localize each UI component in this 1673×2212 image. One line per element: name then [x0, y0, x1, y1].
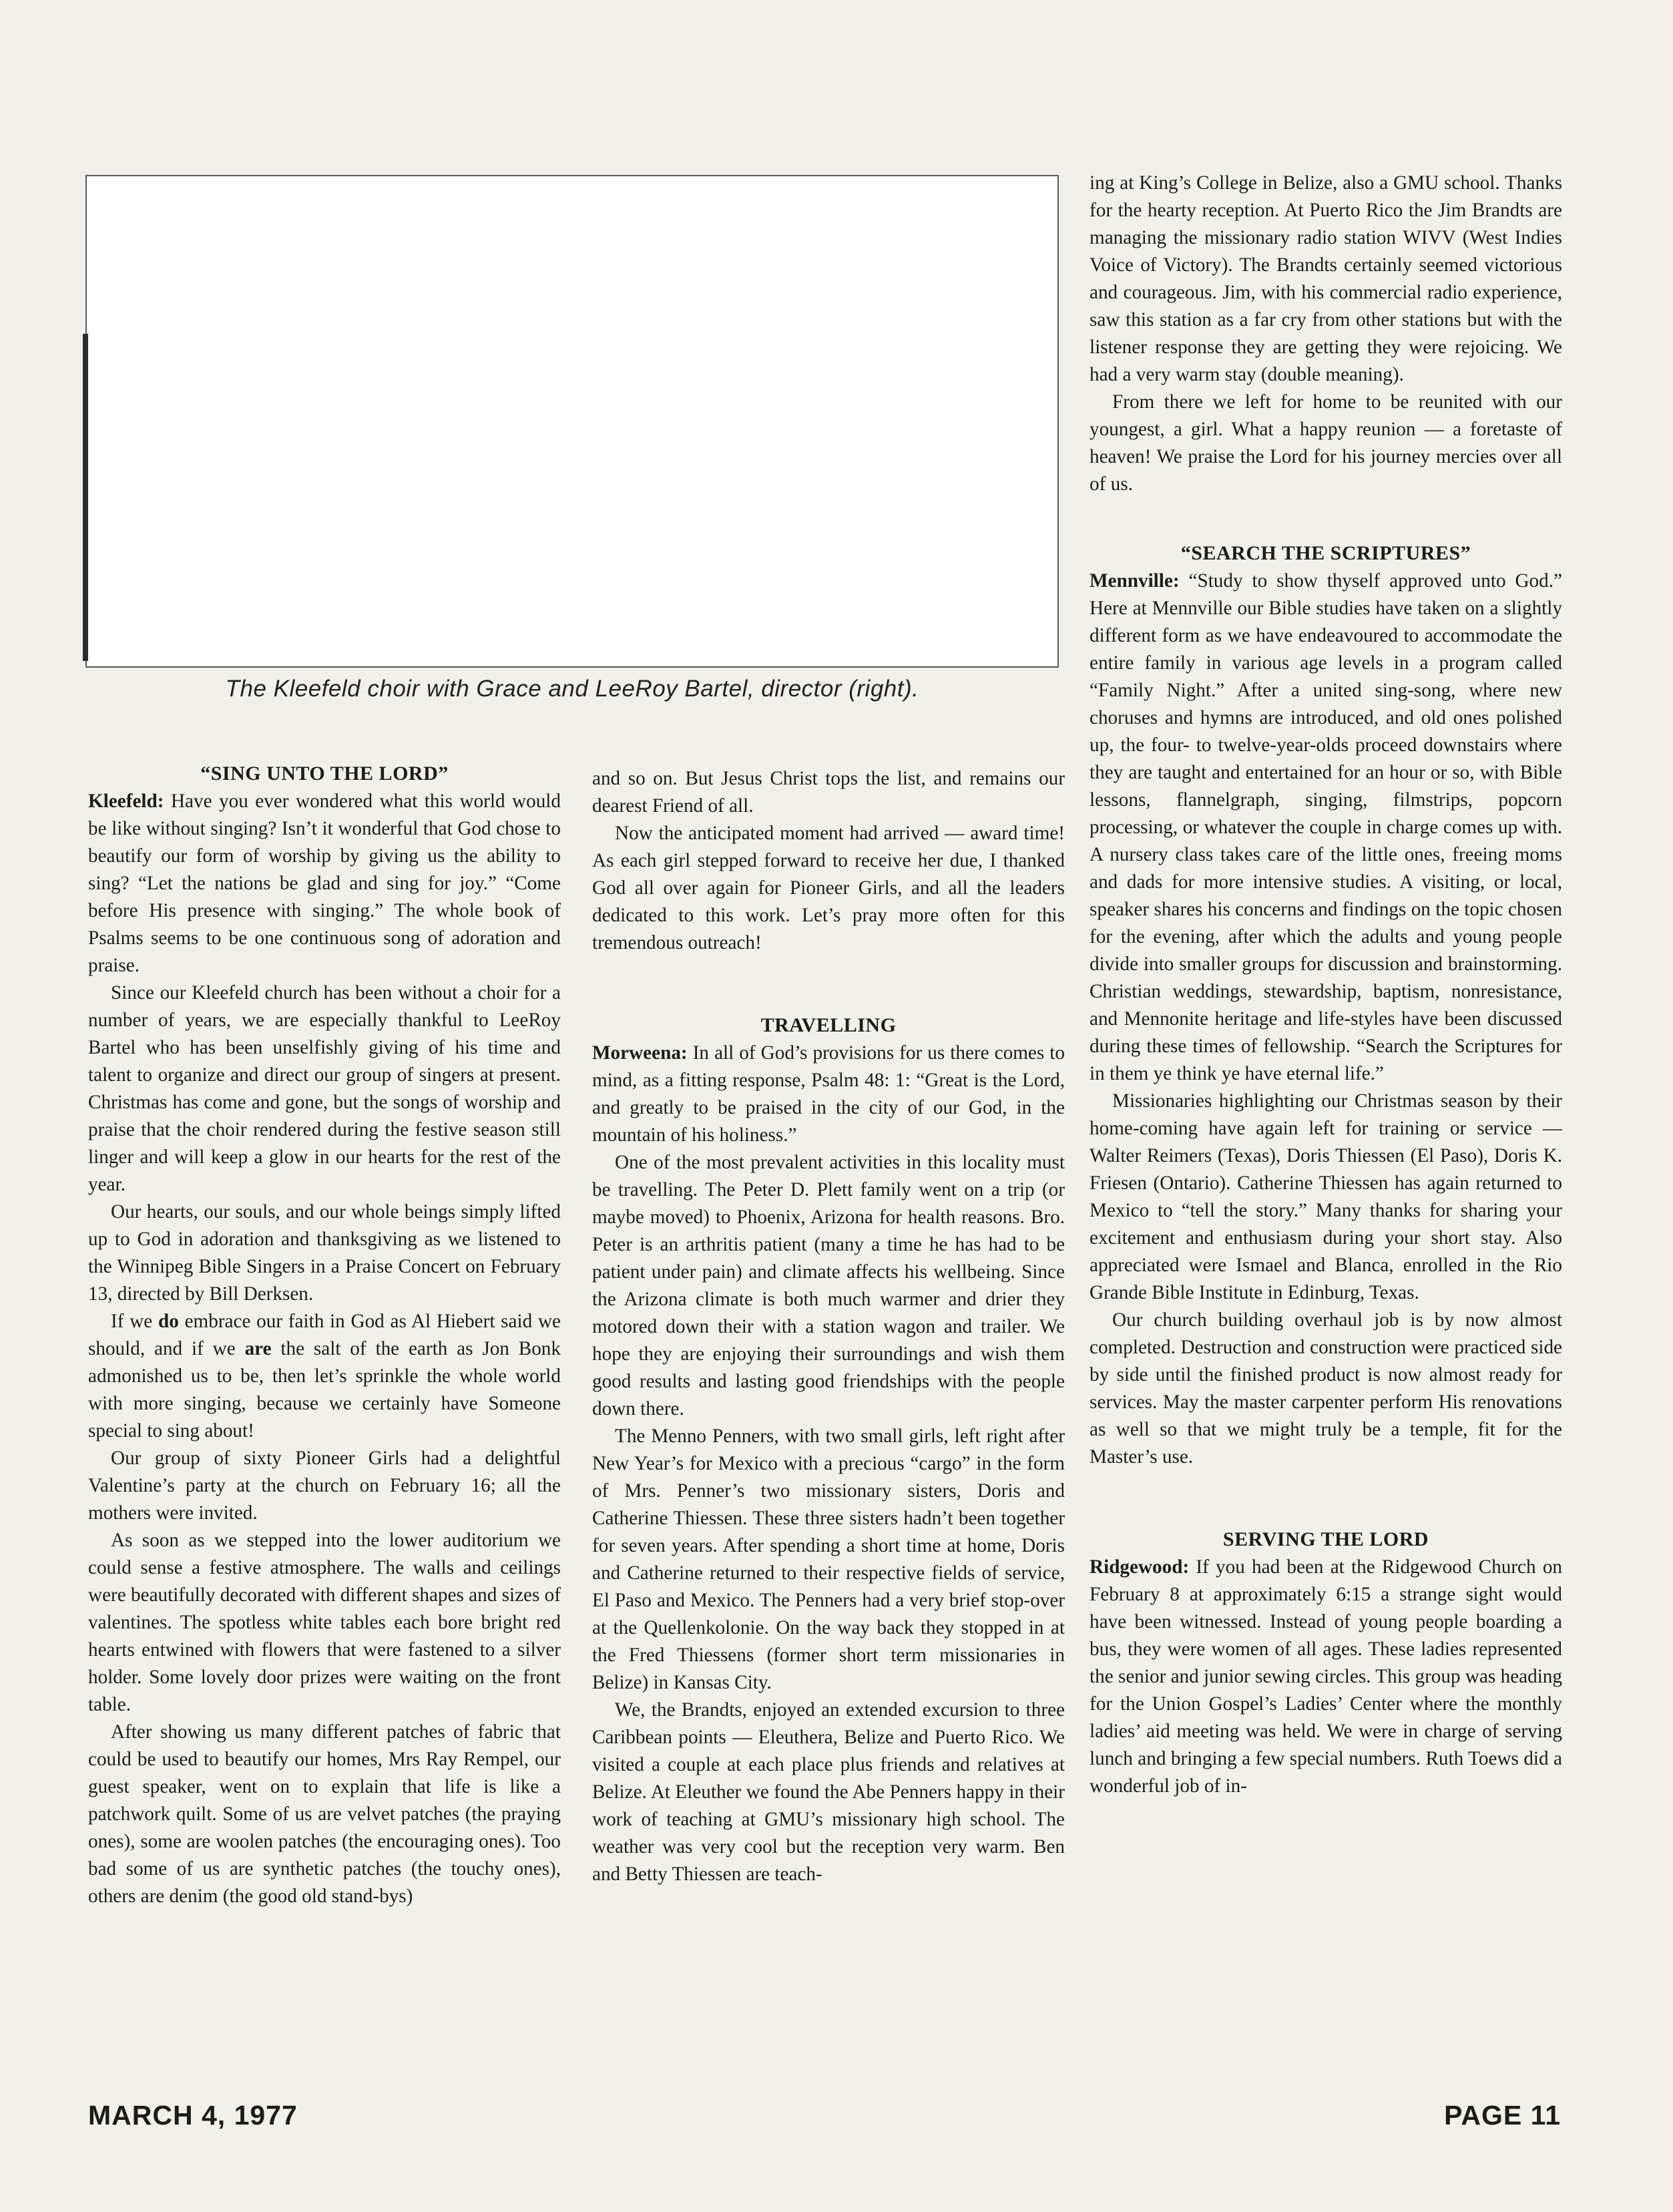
paragraph: One of the most prevalent activities in this locality must be travelling. The Peter D. Plett family went on a trip (or maybe moved) to Phoenix, Arizona for health reasons. Bro. Peter is an arthritis patient (many a time he has had to be patient under pain) and climate affects his wellbeing. Since the Arizona climate is both much warmer and drier they motored down their with a station wagon and trailer. We hope they are enjoying their surroundings and wish them good results and lasting good friendships with the people down there. — [592, 1152, 1065, 1419]
paragraph: Our group of sixty Pioneer Girls had a delightful Valentine’s party at the church on February 16; all the mothers were invited. — [88, 1448, 561, 1524]
photo-caption: The Kleefeld choir with Grace and LeeRoy Bartel, director (right). — [225, 676, 919, 702]
paragraph: From there we left for home to be reunited with our youngest, a girl. What a happy reunion — a foretaste of heaven! We praise the Lord for his journey mercies over all of us. — [1090, 391, 1562, 495]
choir-photo — [85, 175, 1059, 668]
paragraph — [592, 1040, 1065, 1149]
issue-date: MARCH 4, 1977 — [88, 2100, 298, 2131]
paragraph — [1090, 1554, 1562, 1800]
column-1 — [88, 760, 561, 1910]
spacer — [1090, 498, 1562, 539]
paragraph: ing at King’s College in Belize, also a GMU school. Thanks for the hearty reception. At Puerto Rico the Jim Brandts are managing the missionary radio station WIVV (West Indies Voice of Victory). The Brandts certainly seemed victorious and courageous. Jim, with his commercial radio experience, saw this station as a far cry from other stations but with the listener response they are getting they were rejoicing. We had a very warm stay (double meaning). — [1090, 172, 1562, 385]
paragraph — [88, 788, 561, 979]
emphasis: do — [158, 1311, 179, 1332]
section-heading-travelling: TRAVELLING — [760, 1014, 897, 1036]
paragraph-text: If you had been at the Ridgewood Church on February 8 at approximately 6:15 a strange sight would have been witnessed. Instead of young people boarding a bus, they were women of all ages. These ladies represented the senior and junior sewing circles. This group was heading for the Union Gospel’s Ladies’ Center where the monthly ladies’ aid meeting was held. We were in charge of serving lunch and bringing a few special numbers. Ruth Toews did a wonderful job of in- — [1090, 1556, 1563, 1797]
text: embrace our faith in God as Al Hiebert said we should, and if we — [88, 1311, 561, 1359]
paragraph: Now the anticipated moment had arrived — award time! As each girl stepped forward to receive her due, I thanked God all over again for Pioneer Girls, and all the leaders dedicated to this work. Let’s pray more often for this tremendous outreach! — [592, 823, 1065, 953]
paragraph: Our church building overhaul job is by now almost completed. Destruction and construction were practiced side by side until the finished product is now almost ready for services. May the master carpenter perform His renovations as well so that we might truly be a temple, fit for the Master’s use. — [1090, 1309, 1562, 1468]
emphasis: are — [244, 1338, 272, 1359]
photo-dark-edge — [83, 334, 88, 661]
paragraph-text: Have you ever wondered what this world would be like without singing? Isn’t it wonderful that God chose to beautify our form of worship by giving us the ability to sing? “Let the nations be glad and sing for joy.” “Come before His presence with singing.” The whole book of Psalms seems to be one continuous song of adoration and praise. — [88, 791, 561, 976]
column-3 — [1090, 170, 1562, 1800]
paragraph — [1090, 568, 1562, 1088]
section-heading-search: “SEARCH THE SCRIPTURES” — [1180, 542, 1471, 564]
place-name: Ridgewood: — [1090, 1556, 1190, 1578]
paragraph: and so on. But Jesus Christ tops the list, and remains our dearest Friend of all. — [592, 768, 1065, 817]
section-heading-serving: SERVING THE LORD — [1222, 1528, 1429, 1550]
paragraph: We, the Brandts, enjoyed an extended excursion to three Caribbean points — Eleuthera, Belize and Puerto Rico. We visited a couple at each place plus friends and relatives at Belize. At Eleuther we found the Abe Penners happy in their work of teaching at GMU’s missionary high school. The weather was very cool but the reception very warm. Ben and Betty Thiessen are teach- — [592, 1699, 1065, 1885]
paragraph — [88, 1308, 561, 1445]
paragraph: Missionaries highlighting our Christmas season by their home-coming have again left for training or service — Walter Reimers (Texas), Doris Thiessen (El Paso), Doris K. Friesen (Ontario). Catherine Thiessen has again returned to Mexico to “tell the story.” Many thanks for sharing your excitement and enthusiasm during your short stay. Also appreciated were Ismael and Blanca, enrolled in the Rio Grande Bible Institute in Edinburg, Texas. — [1090, 1090, 1562, 1303]
paragraph: After showing us many different patches of fabric that could be used to beautify our homes, Mrs Ray Rempel, our guest speaker, went on to explain that life is like a patchwork quilt. Some of us are velvet patches (the praying ones), some are woolen patches (the encouraging ones). Too bad some of us are synthetic patches (the touchy ones), others are denim (the good old stand-bys) — [88, 1721, 561, 1907]
place-name: Kleefeld: — [88, 791, 164, 812]
place-name: Morweena: — [592, 1042, 688, 1064]
page-number: PAGE 11 — [1444, 2100, 1561, 2131]
paragraph: Since our Kleefeld church has been without a choir for a number of years, we are especially thankful to LeeRoy Bartel who has been unselfishly giving of his time and talent to organize and direct our group of singers at present. Christmas has come and gone, but the songs of worship and praise that the choir rendered during the festive season still linger and will keep a glow in our hearts for the rest of the year. — [88, 982, 561, 1195]
column-2 — [592, 765, 1065, 1888]
text: the salt of the earth as Jon Bonk admonished us to be, then let’s sprinkle the whole world with more singing, because we certainly have Someone special to sing about! — [88, 1338, 561, 1442]
section-heading-sing: “SING UNTO THE LORD” — [200, 762, 449, 785]
paragraph-text: “Study to show thyself approved unto God.” Here at Mennville our Bible studies have taken on a slightly different form as we have endeavoured to accommodate the entire family in various age levels in a program called “Family Night.” After a united sing-song, where new choruses and hymns are introduced, and old ones polished up, the four- to twelve-year-olds proceed downstairs where they are taught and entertained for an hour or so, with Bible lessons, flannelgraph, singing, filmstrips, popcorn processing, or whatever the couple in charge comes up with. A nursery class takes care of the little ones, freeing moms and dads for more intensive studies. A visiting, or local, speaker shares his concerns and findings on the topic chosen for the evening, after which the adults and young people divide into smaller groups for discussion and brainstorming. Christian weddings, stewardship, baptism, nonresistance, and Mennonite heritage and life-styles have been discussed during these times of fellowship. “Search the Scriptures for in them ye think ye have eternal life.” — [1090, 570, 1562, 1084]
place-name: Mennville: — [1090, 570, 1180, 592]
spacer — [592, 957, 1065, 1012]
paragraph: The Menno Penners, with two small girls, left right after New Year’s for Mexico with a precious “cargo” in the form of Mrs. Penner’s two missionary sisters, Doris and Catherine Thiessen. These three sisters hadn’t been together for seven years. After spending a short time at home, Doris and Catherine returned to their respective fields of service, El Paso and Mexico. The Penners had a very brief stop-over at the Quellenkolonie. On the way back they stopped in at the Fred Thiessens (former short term missionaries in Belize) in Kansas City. — [592, 1425, 1065, 1693]
paragraph: Our hearts, our souls, and our whole beings simply lifted up to God in adoration and thanksgiving as we listened to the Winnipeg Bible Singers in a Praise Concert on February 13, directed by Bill Derksen. — [88, 1201, 561, 1305]
spacer — [1090, 1471, 1562, 1526]
paragraph-text: In all of God’s provisions for us there comes to mind, as a fitting response, Psalm 48: 1: “Great is the Lord, and greatly to be praised in the city of our God, in the mountain of his holiness.” — [592, 1042, 1065, 1146]
paragraph: As soon as we stepped into the lower auditorium we could sense a festive atmosphere. The walls and ceilings were beautifully decorated with different shapes and sizes of valentines. The spotless white tables each bore bright red hearts entwined with flowers that were fastened to a silver holder. Some lovely door prizes were waiting on the front table. — [88, 1530, 561, 1715]
text: If we — [111, 1311, 158, 1332]
